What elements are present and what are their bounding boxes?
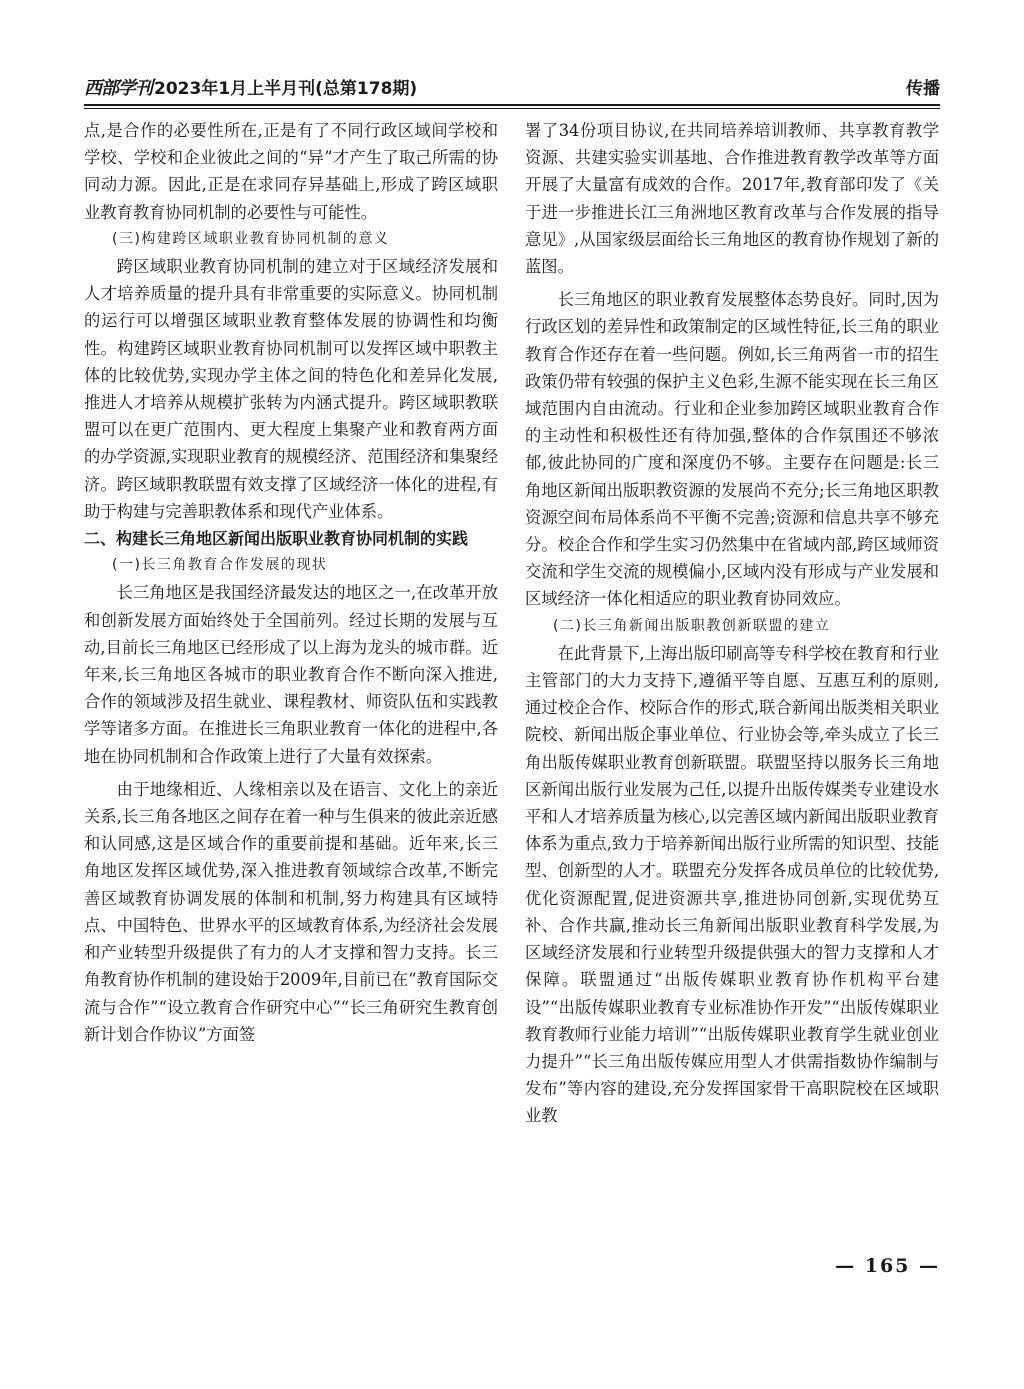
paragraph: 由于地缘相近、人缘相亲以及在语言、文化上的亲近关系,长三角各地区之间存在着一种与生俱来的彼此亲近感和认同感,这是区域合作的重要前提和基础。近年来,长三角地区发挥区域优势,深入推进教育领域综合改革,不断完善区域教育协调发展的体制和机制,努力构建具有区域特点、中国特色、世界水平的区域教育体系,为经济社会发展和产业转型升级提供了有力的人才支撑和智力支持。长三角教育协作机制的建设始于2009年,目前已在“教育国际交流与合作”“设立教育合作研究中心”“长三角研究生教育创新计划合作协议”方面签 (84, 779, 498, 1044)
right-column (525, 117, 939, 1130)
journal-info (84, 78, 417, 100)
subsection-heading: (三)构建跨区域职业教育协同机制的意义 (112, 230, 390, 247)
paragraph: 署了34份项目协议,在共同培养培训教师、共享教育教学资源、共建实验实训基地、合作推进教育教学改革等方面开展了大量富有成效的合作。2017年,教育部印发了《关于进一步推进长江三角洲地区教育改革与合作发展的指导意见》,从国家级层面给长三角地区的教育协作规划了新的蓝图。 (525, 121, 939, 277)
left-column (84, 117, 498, 1048)
paragraph: 跨区域职业教育协同机制的建立对于区域经济发展和人才培养质量的提升具有非常重要的实际意义。协同机制的运行可以增强区域职业教育整体发展的协调性和均衡性。构建跨区域职业教育协同机制可以发挥区域中职教主体的比较优势,实现办学主体之间的特色化和差异化发展,推进人才培养从规模扩张转为内涵式提升。跨区域职教联盟可以在更广范围内、更大程度上集聚产业和教育两方面的办学资源,实现职业教育的规模经济、范围经济和集聚经济。跨区域职教联盟有效支撑了区域经济一体化的进程,有助于构建与完善职教体系和现代产业体系。 (84, 257, 498, 521)
page-number: — 165 — (835, 1255, 940, 1277)
subsection-heading: (一)长三角教育合作发展的现状 (112, 557, 328, 574)
paragraph: 点,是合作的必要性所在,正是有了不同行政区域间学校和学校、学校和企业彼此之间的“异”才产生了取己所需的协同动力源。因此,正是在求同存异基础上,形成了跨区域职业教育教育协同机制的必要性与可能性。 (84, 121, 498, 222)
header-rule (84, 104, 940, 106)
subsection-heading: (二)长三角新闻出版职教创新联盟的建立 (553, 617, 831, 634)
section-heading: 二、构建长三角地区新闻出版职业教育协同机制的实践 (84, 529, 469, 549)
journal-logo: 西部学刊 (84, 78, 152, 99)
issue-info: 2023年1月上半月刊(总第178期) (154, 79, 418, 99)
paragraph: 长三角地区是我国经济最发达的地区之一,在改革开放和创新发展方面始终处于全国前列。经过长期的发展与互动,目前长三角地区已经形成了以上海为龙头的城市群。近年来,长三角地区各城市的职业教育合作不断向深入推进,合作的领域涉及招生就业、课程教材、师资队伍和实践教学等诸多方面。在推进长三角职业教育一体化的进程中,各地在协同机制和合作政策上进行了大量有效探索。 (84, 583, 498, 766)
section-label: 传播 (906, 79, 940, 99)
header-rule-thin (84, 108, 940, 109)
running-header (84, 72, 940, 104)
paragraph: 在此背景下,上海出版印刷高等专科学校在教育和行业主管部门的大力支持下,遵循平等自愿、互惠互利的原则,通过校企合作、校际合作的形式,联合新闻出版类相关职业院校、新闻出版企事业单位、行业协会等,牵头成立了长三角出版传媒职业教育创新联盟。联盟坚持以服务长三角地区新闻出版行业发展为己任,以提升出版传媒类专业建设水平和人才培养质量为核心,以完善区域内新闻出版职业教育体系为重点,致力于培养新闻出版行业所需的知识型、技能型、创新型的人才。联盟充分发挥各成员单位的比较优势,优化资源配置,促进资源共享,推进协同创新,实现优势互补、合作共赢,推动长三角新闻出版职业教育科学发展,为区域经济发展和行业转型升级提供强大的智力支撑和人才保障。联盟通过“出版传媒职业教育协作机构平台建设”“出版传媒职业教育专业标准协作开发”“出版传媒职业教育教师行业能力培训”“出版传媒职业教育学生就业创业力提升”“长三角出版传媒应用型人才供需指数协作编制与发布”等内容的建设,充分发挥国家骨干高职院校在区域职业教 (525, 643, 939, 1126)
paragraph: 长三角地区的职业教育发展整体态势良好。同时,因为行政区划的差异性和政策制定的区域性特征,长三角的职业教育合作还存在着一些问题。例如,长三角两省一市的招生政策仍带有较强的保护主义色彩,生源不能实现在长三角区域范围内自由流动。行业和企业参加跨区域职业教育合作的主动性和积极性还有待加强,整体的合作氛围还不够浓郁,彼此协同的广度和深度仍不够。主要存在问题是:长三角地区新闻出版职教资源的发展尚不充分;长三角地区职教资源空间布局体系尚不平衡不完善;资源和信息共享不够充分。校企合作和学生实习仍然集中在省域内部,跨区域师资交流和学生交流的规模偏小,区域内没有形成与产业发展和区域经济一体化相适应的职业教育协同效应。 (525, 290, 939, 609)
